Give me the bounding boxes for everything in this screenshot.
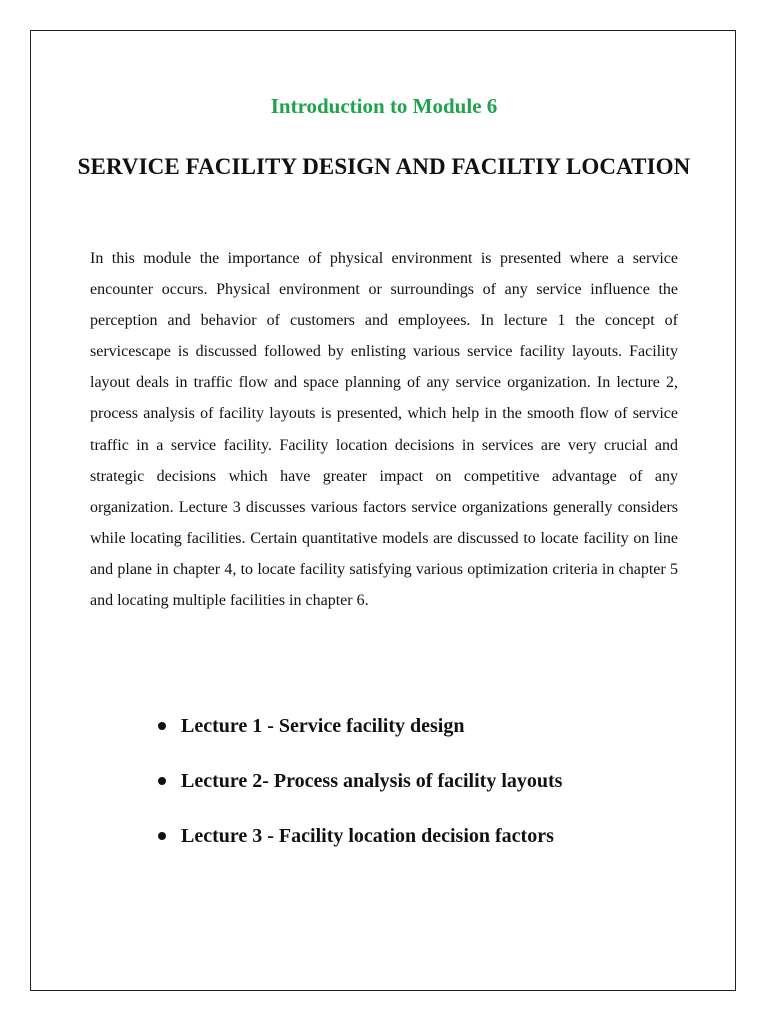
lecture-label: Lecture 2- Process analysis of facility layouts xyxy=(181,770,563,792)
lecture-label: Lecture 3 - Facility location decision factors xyxy=(181,825,554,847)
lecture-item-3 xyxy=(158,818,562,873)
bullet-icon xyxy=(158,777,166,785)
bullet-icon xyxy=(158,832,166,840)
bullet-icon xyxy=(158,722,166,730)
lecture-list xyxy=(158,708,562,873)
module-heading: Introduction to Module 6 xyxy=(270,94,498,118)
lecture-label: Lecture 1 - Service facility design xyxy=(181,715,465,737)
lecture-item-1 xyxy=(158,708,562,763)
document-title: SERVICE FACILITY DESIGN AND FACILTIY LOCATION xyxy=(77,154,691,179)
lecture-item-2 xyxy=(158,763,562,818)
intro-paragraph: In this module the importance of physical environment is presented where a service encounter occurs. Physical environment or surroundings of any service influence the perception and behavior of customers and employees. In lecture 1 the concept of servicescape is discussed followed by enlisting various service facility layouts. Facility layout deals in traffic flow and space planning of any service organization. In lecture 2, process analysis of facility layouts is presented, which help in the smooth flow of service traffic in a service facility. Facility location decisions in services are very crucial and strategic decisions which have greater impact on competitive advantage of any organization. Lecture 3 discusses various factors service organizations generally considers while locating facilities. Certain quantitative models are discussed to locate facility on line and plane in chapter 4, to locate facility satisfying various optimization criteria in chapter 5 and locating multiple facilities in chapter 6. xyxy=(90,250,678,610)
